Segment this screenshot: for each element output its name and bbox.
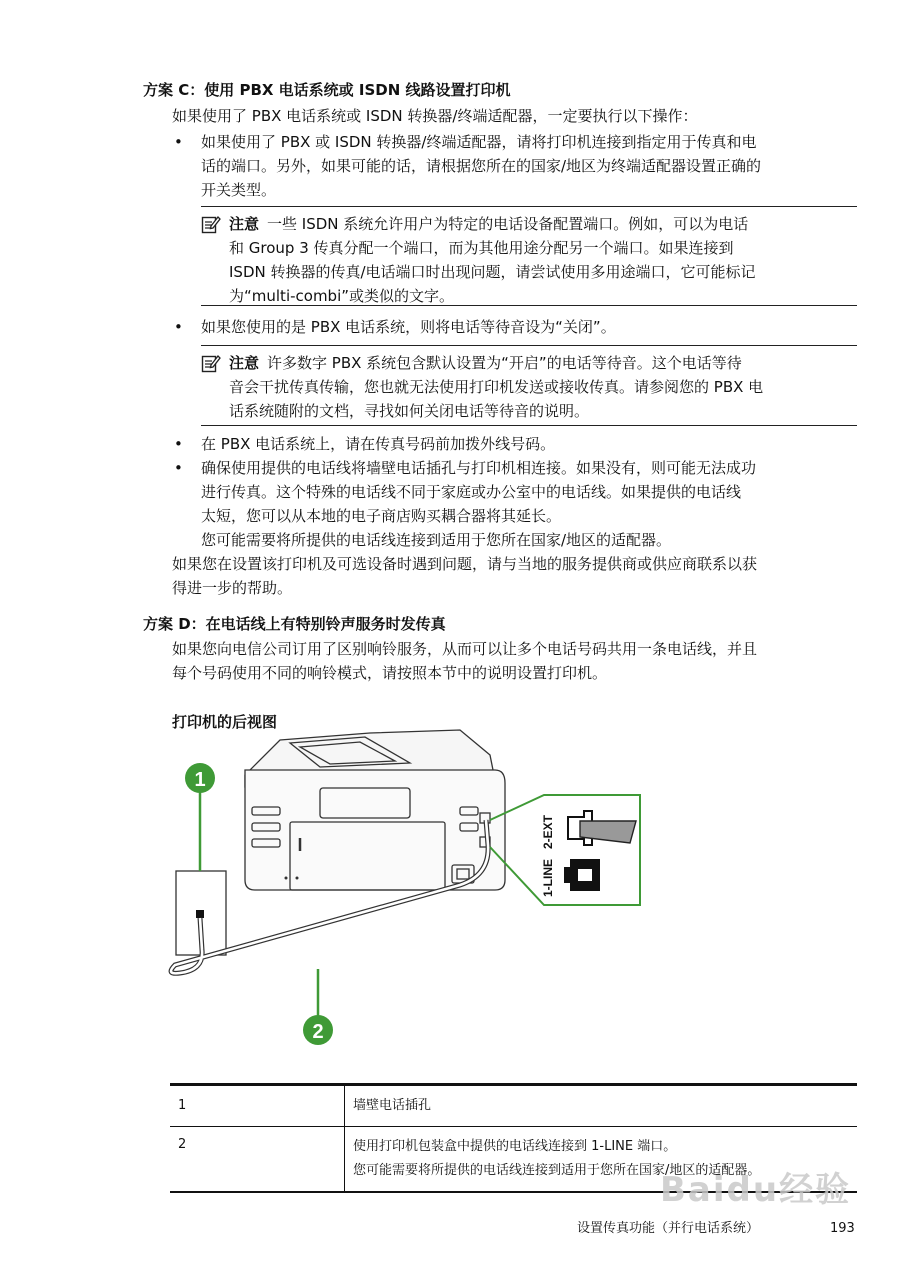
- section-c-heading: 方案 C：使用 PBX 电话系统或 ISDN 线路设置打印机: [143, 81, 511, 99]
- note-1-bottom-rule: [201, 305, 857, 306]
- watermark-suffix: 经验: [779, 1170, 852, 1210]
- legend-number: 2: [170, 1127, 345, 1191]
- bullet-4-line: 确保使用提供的电话线将墙壁电话插孔与打印机相连接。如果没有，则可能无法成功: [201, 459, 757, 477]
- bullet-dot: •: [174, 459, 183, 477]
- bullet-4-line: 进行传真。这个特殊的电话线不同于家庭或办公室中的电话线。如果提供的电话线: [201, 483, 742, 501]
- note-2-line: 许多数字 PBX 系统包含默认设置为“开启”的电话等待音。这个电话等待: [267, 354, 742, 372]
- printer-rear-view-diagram: [160, 725, 650, 1055]
- figure-title: 打印机的后视图: [172, 713, 278, 731]
- watermark-brand: Baidu: [660, 1170, 780, 1210]
- section-d-heading: 方案 D：在电话线上有特别铃声服务时发传真: [143, 615, 446, 633]
- ext-port-with-plug: [568, 811, 636, 845]
- screw-dot: [285, 877, 288, 880]
- zoom-inset-frame: [490, 795, 640, 905]
- page-number: 193: [830, 1221, 855, 1236]
- legend-description-line: 您可能需要将所提供的电话线连接到适用于您所在国家/地区的适配器。: [353, 1163, 761, 1178]
- wall-jack-port: [196, 910, 204, 918]
- bullet-dot: •: [174, 435, 183, 453]
- watermark-logo: [660, 1162, 851, 1211]
- note-2: [229, 351, 859, 423]
- legend-number: 1: [170, 1086, 345, 1126]
- bullet-1-line: 话的端口。另外，如果可能的话，请根据您所在的国家/地区为终端适配器设置正确的: [201, 157, 762, 175]
- bullet-1-line: 如果使用了 PBX 或 ISDN 转换器/终端适配器，请将打印机连接到指定用于传真和电: [201, 133, 757, 151]
- bullet-1: [201, 130, 861, 202]
- note-1-line: 为“multi-combi”或类似的文字。: [229, 287, 455, 305]
- line-port-icon: [564, 859, 600, 891]
- bullet-2: 如果您使用的是 PBX 电话系统，则将电话等待音设为“关闭”。: [201, 318, 616, 336]
- note-2-label: 注意: [229, 354, 260, 372]
- note-2-bottom-rule: [201, 425, 857, 426]
- bullet-dot: •: [174, 133, 183, 151]
- bullet-4-line: 太短，您可以从本地的电子商店购买耦合器将其延长。: [201, 507, 562, 525]
- legend-row: [170, 1086, 857, 1127]
- note-1-line: 和 Group 3 传真分配一个端口，而为其他用途分配另一个端口。如果连接到: [229, 239, 734, 257]
- section-c-closing: [172, 552, 862, 600]
- legend-description-line: 墙壁电话插孔: [353, 1098, 432, 1113]
- bullet-3: 在 PBX 电话系统上，请在传真号码前加拨外线号码。: [201, 435, 556, 453]
- section-d-intro-line: 每个号码使用不同的响铃模式，请按照本节中的说明设置打印机。: [172, 664, 608, 682]
- screw-dot: [296, 877, 299, 880]
- section-c-intro: 如果使用了 PBX 电话系统或 ISDN 转换器/终端适配器，一定要执行以下操作：: [172, 107, 698, 125]
- note-1-line: ISDN 转换器的传真/电话端口时出现问题，请尝试使用多用途端口，它可能标记: [229, 263, 756, 281]
- note-1: [229, 212, 859, 308]
- bullet-1-line: 开关类型。: [201, 181, 277, 199]
- note-2-line: 音会干扰传真传输，您也就无法使用打印机发送或接收传真。请参阅您的 PBX 电: [229, 378, 764, 396]
- note-icon: [201, 353, 221, 373]
- printer-body: [245, 730, 505, 890]
- section-d-intro: [172, 637, 862, 685]
- note-icon: [201, 214, 221, 234]
- section-d-intro-line: 如果您向电信公司订用了区别响铃服务，从而可以让多个电话号码共用一条电话线，并且: [172, 640, 758, 658]
- callout-1-text: 1: [194, 769, 206, 791]
- closing-line: 得进一步的帮助。: [172, 579, 293, 597]
- note-1-line: 一些 ISDN 系统允许用户为特定的电话设备配置端口。例如，可以为电话: [267, 215, 749, 233]
- footer-section-title: 设置传真功能（并行电话系统）: [577, 1221, 760, 1236]
- port-label-ext: 2-EXT: [541, 814, 555, 849]
- callout-2-text: 2: [312, 1021, 324, 1043]
- legend-description: [345, 1086, 857, 1126]
- legend-description-line: 使用打印机包装盒中提供的电话线连接到 1-LINE 端口。: [353, 1139, 677, 1154]
- port-label-line: 1-LINE: [541, 858, 555, 897]
- bullet-4: [201, 456, 861, 552]
- bullet-4-line: 您可能需要将所提供的电话线连接到适用于您所在国家/地区的适配器。: [201, 531, 672, 549]
- note-1-top-rule: [201, 206, 857, 207]
- note-1-label: 注意: [229, 215, 260, 233]
- note-2-line: 话系统随附的文档，寻找如何关闭电话等待音的说明。: [229, 402, 590, 420]
- closing-line: 如果您在设置该打印机及可选设备时遇到问题，请与当地的服务提供商或供应商联系以获: [172, 555, 758, 573]
- bullet-dot: •: [174, 318, 183, 336]
- note-2-top-rule: [201, 345, 857, 346]
